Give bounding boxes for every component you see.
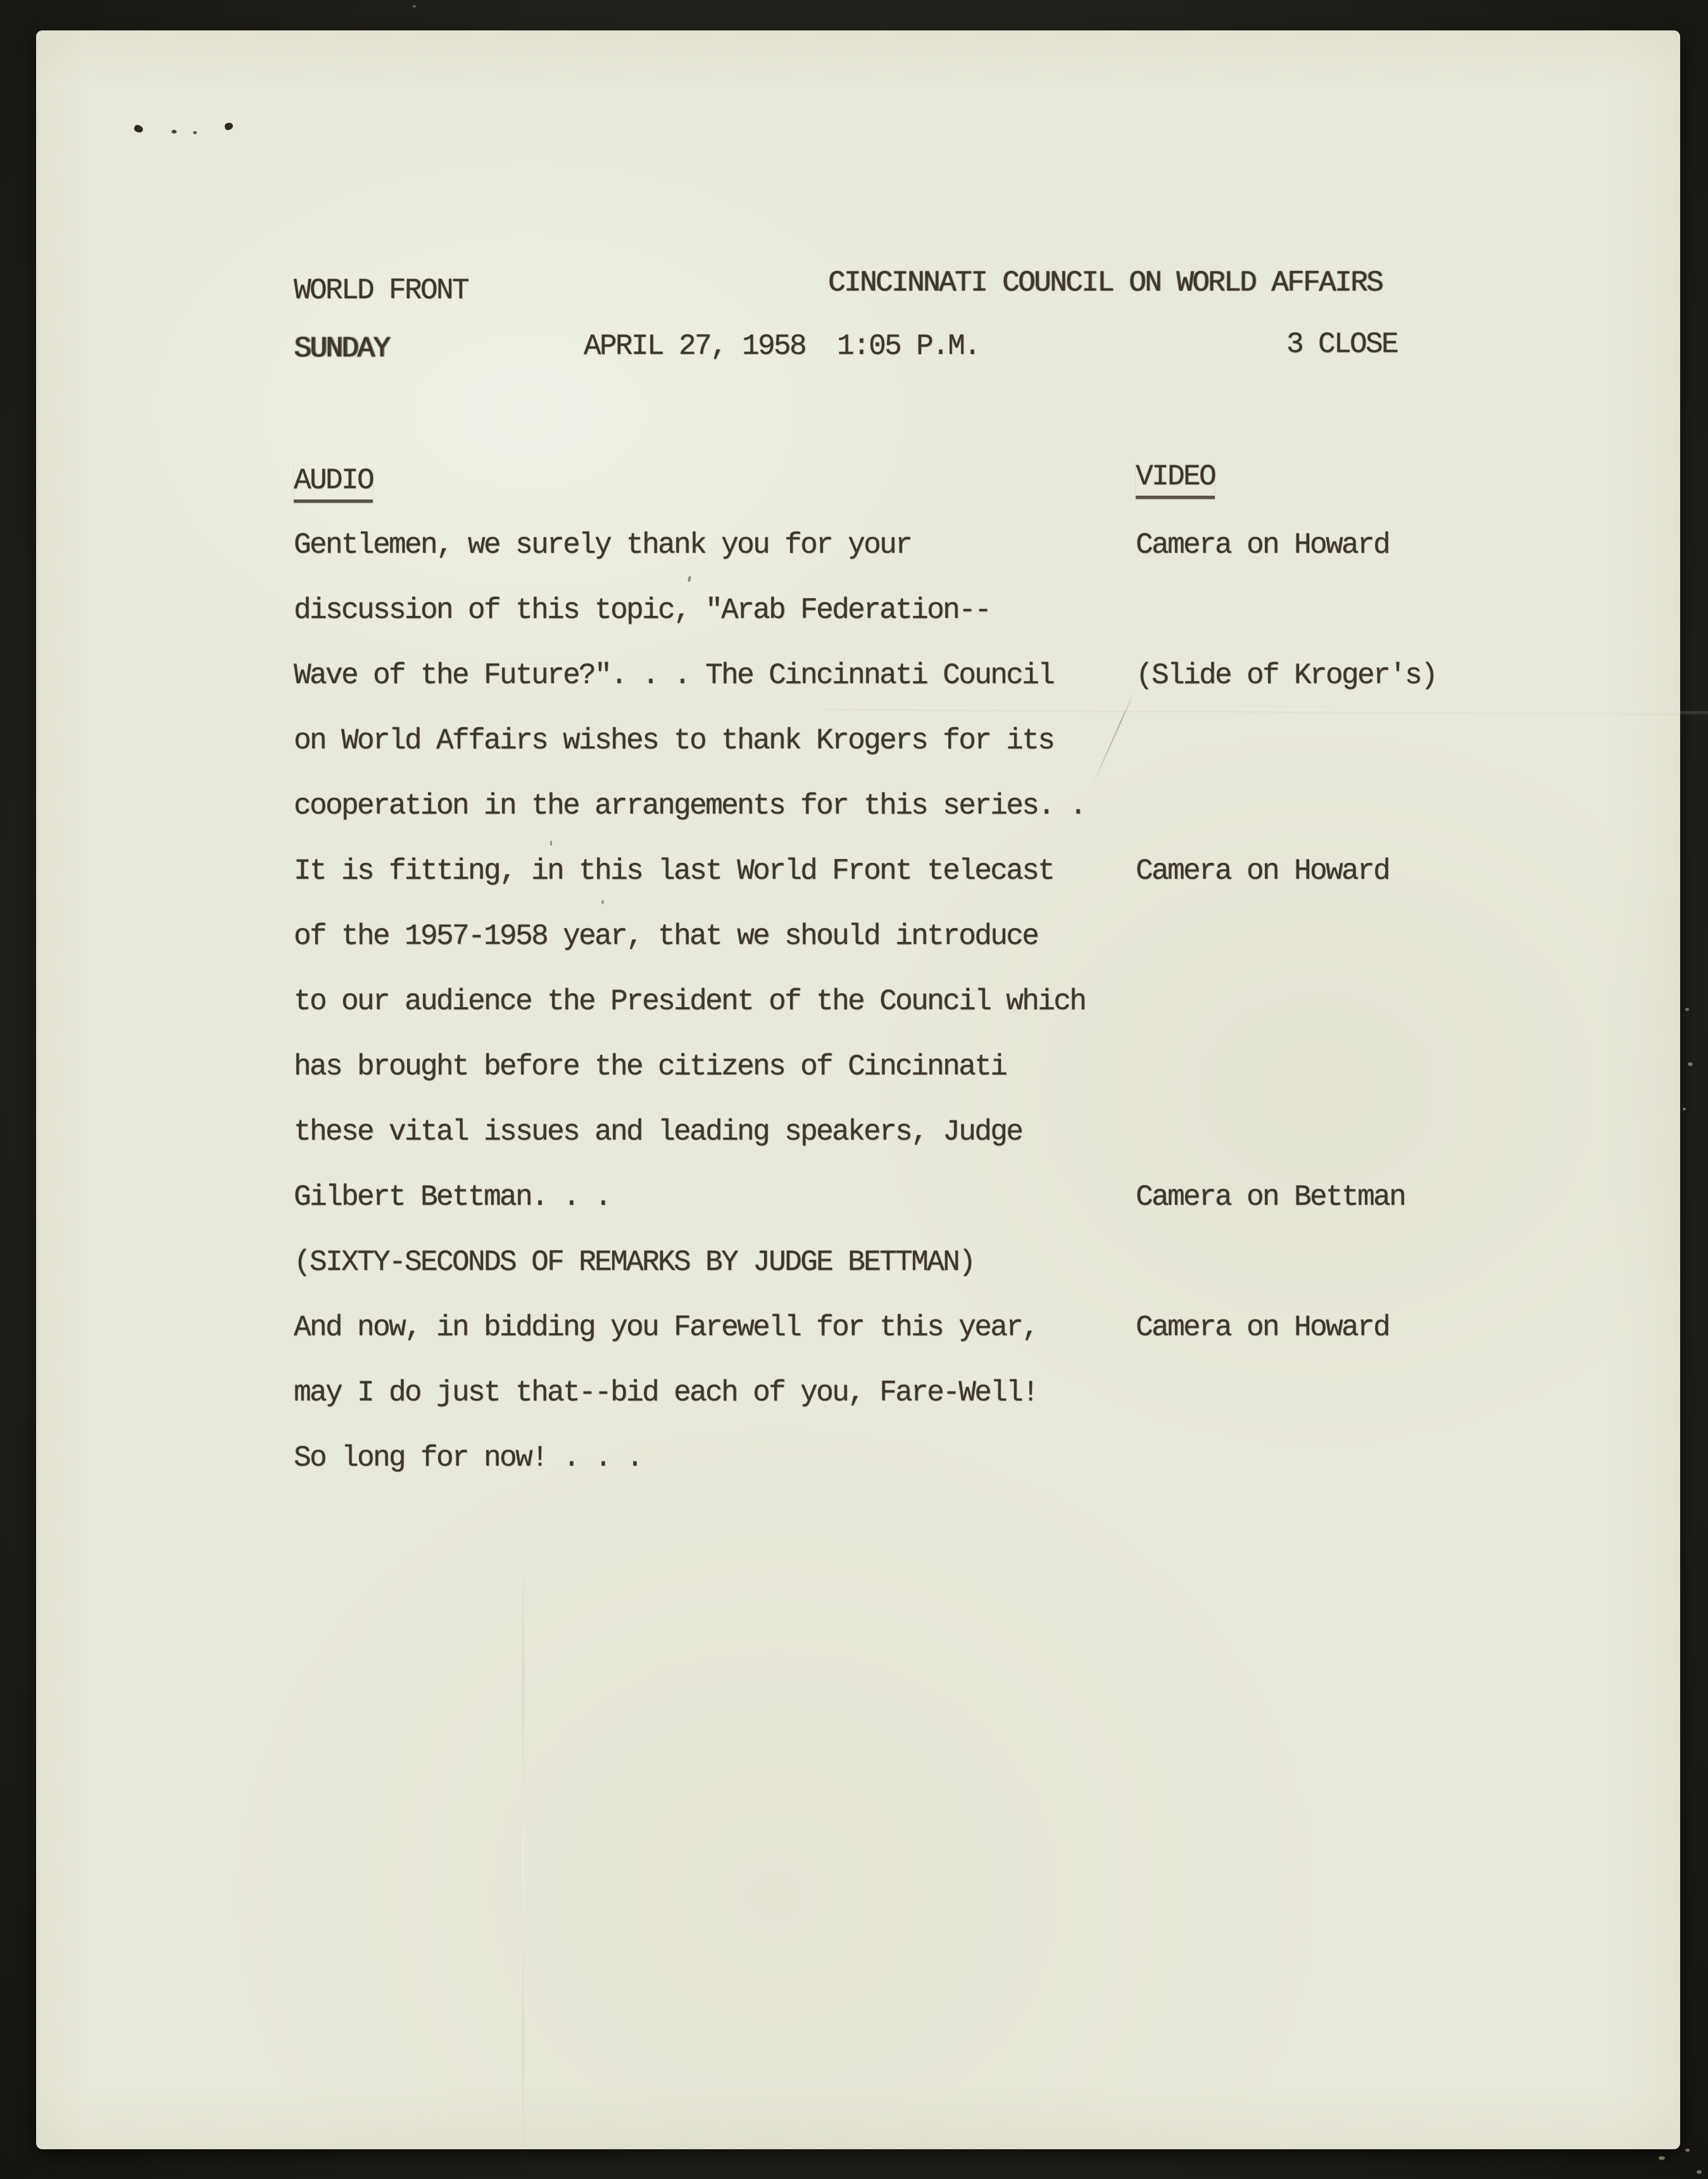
paper-crease [522,1550,524,2170]
dust-speck [1683,1108,1686,1110]
script-row [36,774,1708,839]
audio-cue-text: It is fitting, in this last World Front telecast [294,855,1054,888]
audio-cue-text: has brought before the citizens of Cincinnati [294,1050,1007,1083]
script-row [36,708,1708,774]
dust-speck [1659,2156,1665,2160]
dust-speck [1688,1062,1693,1066]
audio-cue-text: of the 1957-1958 year, that we should introduce [294,920,1038,953]
audio-column-header: AUDIO [294,466,373,503]
organization-title: CINCINNATI COUNCIL ON WORLD AFFAIRS [828,267,1383,299]
script-row [36,1165,1708,1230]
audio-cue-text: discussion of this topic, "Arab Federation-- [294,594,991,627]
audio-cue-text: (SIXTY-SECONDS OF REMARKS BY JUDGE BETTMAN) [294,1246,975,1279]
script-row [36,643,1708,708]
stray-ink-mark [550,841,552,846]
audio-cue-text: cooperation in the arrangements for this series. . [294,789,1086,822]
broadcast-day: SUNDAY [294,332,389,365]
video-cue-text: Camera on Howard [1136,855,1390,888]
script-row [36,1426,1708,1491]
video-cue-text: (Slide of Kroger's) [1136,659,1437,692]
audio-cue-text: And now, in bidding you Farewell for this year, [294,1311,1038,1344]
script-page [36,30,1680,2149]
audio-cue-text: may I do just that--bid each of you, Fare-Well! [294,1376,1038,1409]
audio-cue-text: Gentlemen, we surely thank you for your [294,529,912,562]
staple-mark [193,131,197,134]
show-title: WORLD FRONT [294,274,468,307]
script-row [36,1295,1708,1360]
script-row [36,839,1708,904]
video-cue-text: Camera on Howard [1136,529,1390,562]
script-row [36,1034,1708,1100]
dust-speck [1685,2149,1690,2152]
audio-cue-text: on World Affairs wishes to thank Krogers for its [294,724,1054,757]
broadcast-date-time: APRIL 27, 1958 1:05 P.M. [584,330,980,363]
audio-cue-text: to our audience the President of the Council which [294,985,1086,1018]
cue-page-label: 3 CLOSE [1286,328,1398,361]
dust-speck [1685,1008,1689,1011]
script-row [36,1230,1708,1295]
script-row [36,969,1708,1034]
video-cue-text: Camera on Howard [1136,1311,1390,1344]
video-cue-text: Camera on Bettman [1136,1181,1405,1214]
audio-cue-text: these vital issues and leading speakers, Judge [294,1115,1022,1148]
dust-speck [413,5,416,8]
script-row [36,578,1708,643]
dust-speck [1697,2170,1702,2174]
audio-cue-text: Wave of the Future?". . . The Cincinnati Council [294,659,1054,692]
video-column-header: VIDEO [1136,462,1215,499]
staple-mark [224,122,234,131]
staple-mark [172,130,177,134]
script-row [36,513,1708,578]
audio-cue-text: So long for now! . . . [294,1441,643,1474]
stray-ink-mark [601,900,604,904]
script-row [36,1100,1708,1165]
script-row [36,904,1708,969]
staple-mark [134,124,144,134]
script-rows [36,513,1708,1491]
script-row [36,1360,1708,1426]
audio-cue-text: Gilbert Bettman. . . [294,1181,611,1214]
